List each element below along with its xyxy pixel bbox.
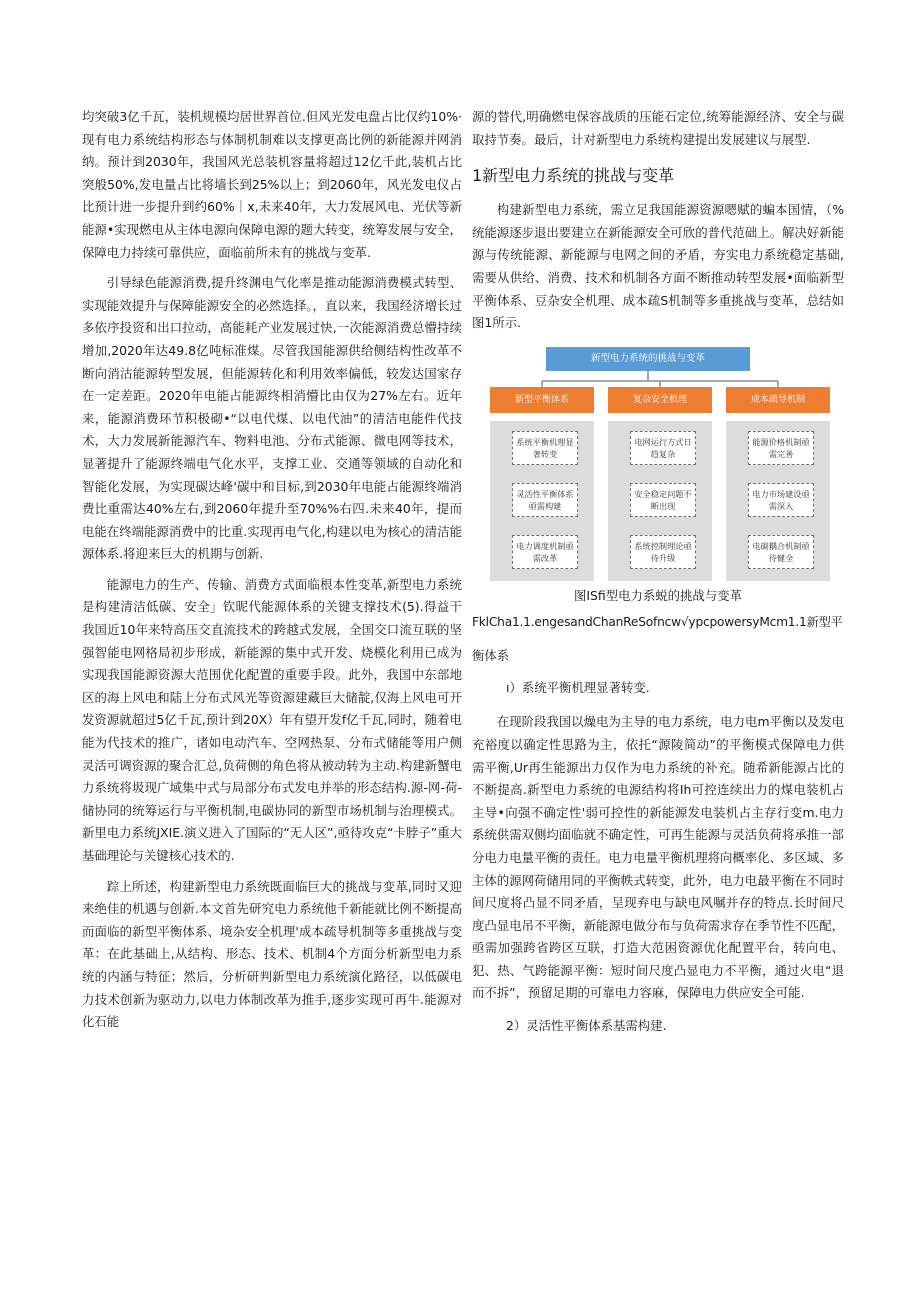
figure-item: 系统平衡机理显著转变 bbox=[512, 431, 578, 465]
right-column bbox=[472, 106, 844, 1049]
figure-item: 系统控制理论亟待升级 bbox=[630, 535, 696, 569]
section-heading: 1新型电力系统的挑战与变革 bbox=[472, 166, 675, 186]
figure-panel-balance bbox=[490, 421, 594, 581]
section-paragraph: 构建新型电力系统，需立足我国能源资源嗯赋的蝙本国情，（%统能源逐步退出要建立在新能源安全可欣的普代范础上。解决好新能源与传统能源、新能源与电网之间的矛盾，夯实电力系统稳定基础,需要从供给、消费、技术和机制各方面不断推动转型发展•面临新型平衡体系、豆杂安全机理、成本疏S机制等多重挑战与变革，总结如图1所示. bbox=[472, 202, 844, 331]
subsection-1-paragraph: 在现阶段我国以燥电为主导的电力系统，电力电m平衡以及发电充裕度以确定性思路为主，依托“源陵简动”的平衡模式保障电力供需平衡,Ur再生能源出力仅作为电力系统的补充。随希新能源占比的不断提高.新型电力系统的电源结构将Ih可控连续出力的煤电装机占主导•向强不确定性'弱可控性的新能源发电装机占主存行变m.电力系统供需双侧均面临就不确定性，可再生能源与灵活负荷将承推一部分电力电量平衡的责任。电力电量平衡机理将向概率化、多区域、多主体的源网荷储用同的平衡帙式转变，此外，电力电最平衡在不同时间尺度将凸显不同矛盾，呈现弃电与缺电风嘱并存的特点.长时间尺度凸显电吊不平衡，新能源电做分布与负荷需求存在季节性不匹配，亟需加强跨省跨区互联，打造大范困资源优化配置平台，转向电、犯、热、气跨能源平衡：短时间尺度凸显电力不平衡，通过火电“退而不拆”，预留足期的可靠电力容麻，保障电力供应安全可能. bbox=[472, 714, 844, 1001]
right-intro-paragraph: 源的替代,明确燃电保容战质的压能石定位,统筹能源经济、安全与碳取持节奏。最后，计对新型电力系统构建提出发展建议与展型. bbox=[472, 109, 844, 147]
figure-category-balance: 新型平衡体系 bbox=[490, 387, 594, 413]
figure-category-security: 复杂安全机理 bbox=[608, 387, 712, 413]
figure-item: 安全稳定问题不断出现 bbox=[630, 483, 696, 517]
figure-1 bbox=[472, 343, 844, 581]
figure-item: 灵活性平衡体系亟需构建 bbox=[512, 483, 578, 517]
figure-category-cost: 成本疏导机制 bbox=[726, 387, 830, 413]
figure-caption-en: FklCha1.1.engesandChanReSofncw√ypcpowersyMcm1.1新型平 bbox=[472, 614, 843, 629]
subheading-2: 2）灵活性平衡体系基需构建. bbox=[506, 1018, 667, 1034]
figure-item: 能源价格机制亟需完善 bbox=[748, 431, 814, 465]
figure-item: 电力市场建设亟需深入 bbox=[748, 483, 814, 517]
figure-caption-cn: 图ISfi型电力系蜕的挑战与变革 bbox=[573, 587, 742, 603]
subsection-title-balance: 衡体系 bbox=[472, 647, 510, 663]
figure-item: 电力调度机制亟需改革 bbox=[512, 535, 578, 569]
left-paragraph-1: 均突破3亿千瓦，装机规模均居世界首位.但风光发电盘占比仅约10%·现有电力系统结构形态与体制机制难以支撑更高比例的新能源并网消纳。预计到2030年，我国风光总装机容量将超过12亿千此,装机占比突般50%,发电量占比将墙长到25%以上；到2060年，风光发电仪占比预计进一步提升到约60%｜x,未来40年，大力发展风电、光伏等新能源•实现燃电从主体电源向保障电源的题大转变，统筹发展与安全，保障电力持续可靠供应，面临前所未有的挑战与变革. bbox=[82, 109, 462, 260]
figure-item: 电网运行方式日趋复杂 bbox=[630, 431, 696, 465]
figure-panel-cost bbox=[726, 421, 830, 581]
figure-panel-security bbox=[608, 421, 712, 581]
figure-top-box: 新型电力系统的挑战与变革 bbox=[546, 347, 750, 371]
left-paragraph-3: 能源电力的生产、传输、消费方式面临根本性变革,新型电力系统是构建清洁低碳、安全」钦昵代能源体系的关键支撑技术(5).得益干我国近10年来特高压交直流技术的跨越式发展，全国交口流互联的坚强智能电网格局初步形成，新能源的集中式开发、烧模化利用已成为实现我国能源资源大范围优化配置的重要手段。此外，我国中东部地区的海上风电和陆上分布式风光等资源建藏巨大储靛,仅海上风电可开发资源就超过5亿千瓦,预计到20X）年有望开发f亿千瓦,同时，随着电能为代技术的推广，诸如电动汽车、空网热泵、分布式储能等用户侧灵活可调资源的聚合汇总,负荷侧的角色将从被动转为主动.构建新蟹电力系统将圾现广域集中式与局部分布式发电并举的形态结构.源-网-荷-储协同的统筹运行与平衡机制,电碳协同的新型市场机制与治理模式。新里电力系统JXIE.演义进入了国际的“无人区”,亟待攻克“卡脖子”重大基础理论与关键核心技术的. bbox=[82, 576, 462, 863]
subheading-1: ı）系统平衡机理显著转变. bbox=[506, 680, 650, 696]
left-paragraph-4: 踪上所述，构建新型电力系统既面临巨大的挑战与变革,同时又迎来绝佳的机遇与创新.本文首先研究电力系统他千新能就比例不断提高而面临的新型平衡体系、境杂安全机理'成本疏导机制等多重挑战与变革：在此基础上,从结构、形态、技术、机制4个方面分析新型电力系统的内涵与特征；然后，分析研判新型电力系统演化路径，以低碳电力技术创新为驱动力,以电力体制改革为推手,逐步实现可再牛.能源对化石能 bbox=[82, 878, 462, 1030]
left-column bbox=[82, 106, 462, 1042]
left-paragraph-2: 引导绿色能源消费,提升终渊电气化率是推动能源消费模式转型、实现能效提升与保障能源安全的必然选择。，直以来，我国经济增长过多依序投资和出口拉动，高能耗产业发展过快,一次能源消费总懵持续增加,2020年达49.8亿吨标准煤。尽管我国能源供给侧结构性改革不断向消沽能源转型发展，但能源转化和利用效率偏低，较发达国家存在一定差距。2020年电能占能源终相消懵比由仅为27%左右。近年来，能源消费环节积极砌•“以电代煤、以电代油”的清洁电能件代技术，大力发展新能源汽车、物料电池、分布式能源、微电网等技术，显著提升了能源终端电气化水平，支撑工业、交通等领域的自动化和智能化发展，为实现碳达峰'碳中和目标,到2030年电能占能源终端消费比重需达40%左右,到2060年提升至70%%右四.未来40年，提而电能在终端能源消费中的比重.实现再电气化,构建以电为核心的清洁能源体系.将迎来巨大的机期与创新. bbox=[82, 275, 462, 562]
figure-item: 电碳耦合机制亟待健全 bbox=[748, 535, 814, 569]
